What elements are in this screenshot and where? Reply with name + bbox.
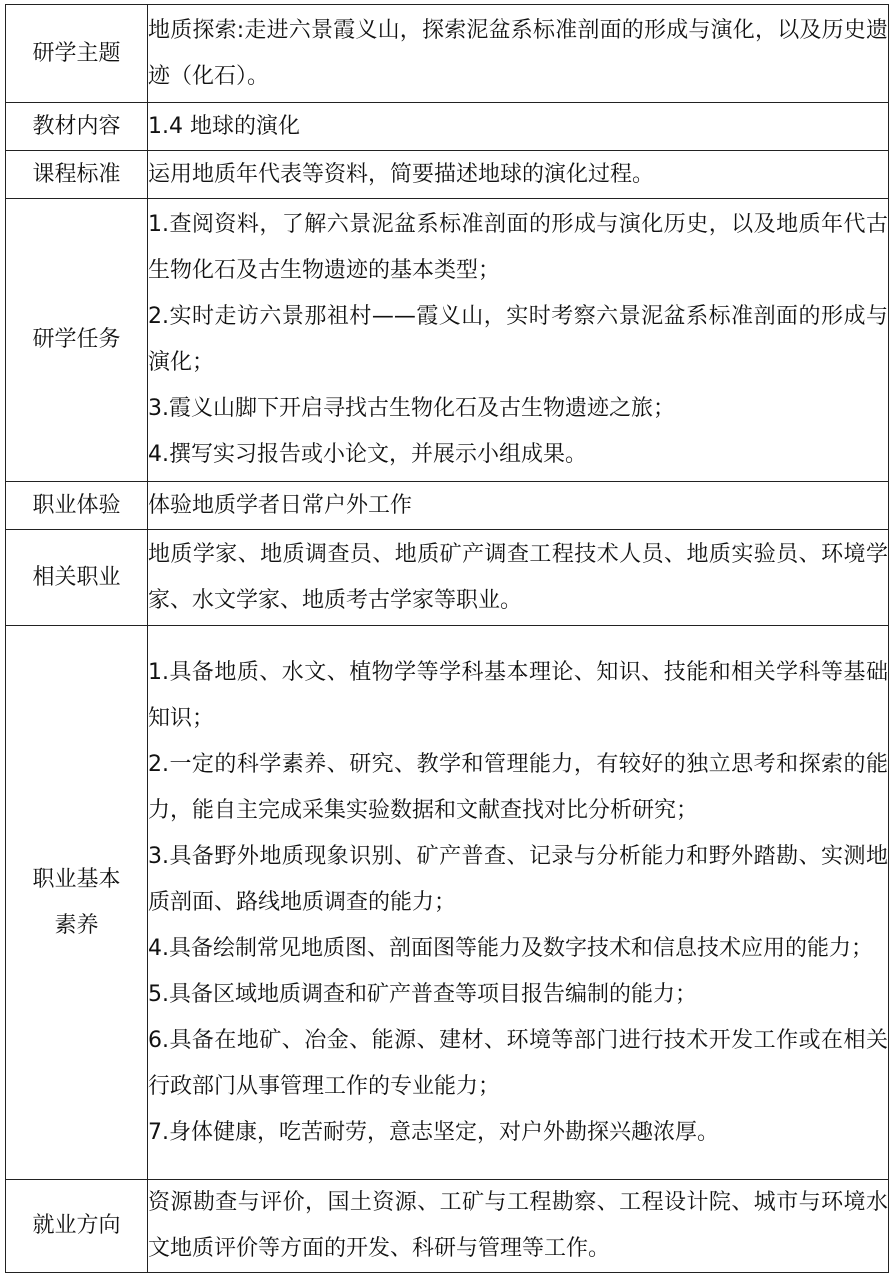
row-label: 研学任务 (6, 199, 148, 482)
table-row-experience (6, 482, 889, 530)
content-paragraph: 运用地质年代表等资料，简要描述地球的演化过程。 (148, 161, 655, 187)
row-label: 教材内容 (6, 103, 148, 151)
row-label: 职业体验 (6, 482, 148, 530)
study-plan-table (5, 4, 889, 1273)
table-row-tasks (6, 199, 889, 482)
table-row-employment (6, 1180, 889, 1273)
row-content (148, 151, 889, 199)
content-paragraph: 1.4 地球的演化 (148, 113, 300, 139)
table-row-textbook (6, 103, 889, 151)
content-paragraph: 2.实时走访六景那祖村——霞义山，实时考察六景泥盆系标准剖面的形成与演化； (148, 304, 888, 375)
content-paragraph: 6.具备在地矿、冶金、能源、建材、环境等部门进行技术开发工作或在相关行政部门从事管理工作的专业能力； (148, 1027, 888, 1099)
table-row-qualities (6, 626, 889, 1180)
content-paragraph: 2.一定的科学素养、研究、教学和管理能力，有较好的独立思考和探索的能力，能自主完成采集实验数据和文献查找对比分析研究； (148, 751, 888, 823)
content-paragraph: 7.身体健康，吃苦耐劳，意志坚定，对户外勘探兴趣浓厚。 (148, 1119, 719, 1145)
row-content (148, 1180, 889, 1273)
content-paragraph: 1.查阅资料，了解六景泥盆系标准剖面的形成与演化历史，以及地质年代古生物化石及古生物遗迹的基本类型； (148, 212, 888, 283)
row-label: 研学主题 (6, 5, 148, 103)
row-content (148, 626, 889, 1180)
content-paragraph: 体验地质学者日常户外工作 (148, 492, 413, 518)
content-paragraph: 4.具备绘制常见地质图、剖面图等能力及数字技术和信息技术应用的能力； (148, 935, 873, 961)
row-label (6, 626, 148, 1180)
row-label-line: 职业基本 (32, 866, 121, 892)
table-row-careers (6, 530, 889, 626)
content-paragraph: 地质探索:走进六景霞义山，探索泥盆系标准剖面的形成与演化，以及历史遗迹（化石）。 (148, 17, 888, 89)
row-label: 相关职业 (6, 530, 148, 626)
content-paragraph: 地质学家、地质调查员、地质矿产调查工程技术人员、地质实验员、环境学家、水文学家、地质考古学家等职业。 (148, 541, 888, 613)
row-content (148, 103, 889, 151)
content-paragraph: 1.具备地质、水文、植物学等学科基本理论、知识、技能和相关学科等基础知识； (148, 659, 888, 731)
row-label: 就业方向 (6, 1180, 148, 1273)
table-row-standard (6, 151, 889, 199)
content-paragraph: 资源勘查与评价，国土资源、工矿与工程勘察、工程设计院、城市与环境水文地质评价等方面的开发、科研与管理等工作。 (148, 1190, 888, 1261)
row-content (148, 482, 889, 530)
content-paragraph: 4.撰写实习报告或小论文，并展示小组成果。 (148, 442, 587, 467)
content-paragraph: 5.具备区域地质调查和矿产普查等项目报告编制的能力； (148, 981, 697, 1007)
row-content (148, 530, 889, 626)
row-label: 课程标准 (6, 151, 148, 199)
content-paragraph: 3.霞义山脚下开启寻找古生物化石及古生物遗迹之旅； (148, 396, 675, 421)
row-content (148, 5, 889, 103)
row-content (148, 199, 889, 482)
content-paragraph: 3.具备野外地质现象识别、矿产普查、记录与分析能力和野外踏勘、实测地质剖面、路线地质调查的能力； (148, 843, 888, 915)
table-row-theme (6, 5, 889, 103)
row-label-line: 素养 (54, 912, 99, 938)
